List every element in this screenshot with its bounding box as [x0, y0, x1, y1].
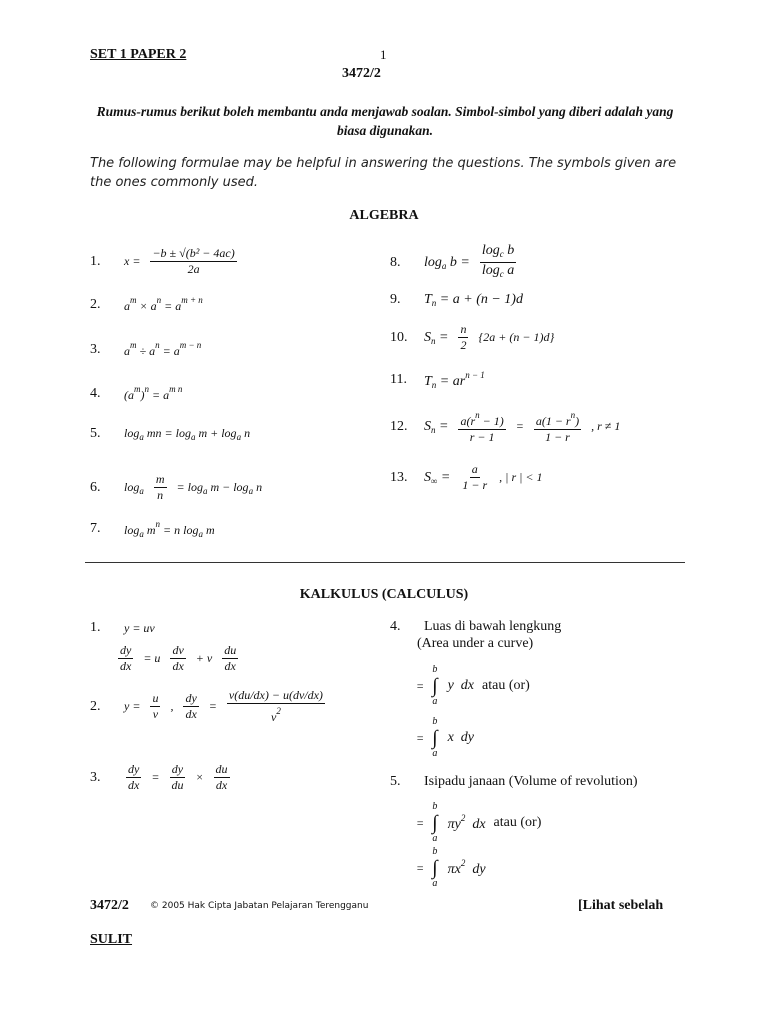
paper-code: 3472/2 [342, 66, 381, 81]
calculus-title: KALKULUS (CALCULUS) [299, 587, 469, 602]
algebra-formula-3: 3. $a^m \div a^n = a^{m - n}$ [90, 340, 202, 358]
calculus-formula-2: 2. y = $\frac{u}{v}$ , $\frac{dy}{dx}$ = $\frac{v(du/dx) - u(dv/dx)}{v^2}$ [90, 688, 323, 724]
calculus-formula-4 [390, 619, 561, 635]
formula-number: 7. [90, 521, 101, 536]
volume-label: Isipadu janaan (Volume of revolution) [424, 774, 638, 789]
formula-number: 10. [390, 329, 408, 345]
formula-number: 12. [390, 418, 408, 434]
calculus-formula-5 [390, 774, 638, 790]
algebra-formula-11: 11. $T_n = ar^{n - 1}$ [390, 370, 485, 390]
area-label-malay: Luas di bawah lengkung [424, 619, 562, 634]
area-integral-dy: = b ∫ a x dy [416, 716, 475, 759]
footer-copyright: © 2005 Hak Cipta Jabatan Pelajaran Terengganu [150, 901, 369, 911]
algebra-formula-7: 7. $\log_a m^n = n$ $\log_a m$ [90, 519, 215, 539]
formula-number: 4. [390, 619, 401, 634]
formula-number: 8. [390, 254, 401, 270]
or-text: atau (or) [482, 678, 530, 693]
footer-paper-code: 3472/2 [90, 898, 129, 913]
formula-number: 9. [390, 292, 401, 307]
footer-next-page: [Lihat sebelah [578, 898, 664, 913]
calculus-formula-3: 3. $\frac{dy}{dx}$ = $\frac{dy}{du}$ × $\frac{du}{dx}$ [90, 762, 228, 792]
formula-number: 6. [90, 479, 101, 495]
algebra-formula-10: 10. $S_n$ = $\frac{n}{2}$ {2a + (n − 1)d} [390, 322, 555, 352]
algebra-formula-13: 13. $S_\infty$ = $\frac{a}{1 - r}$ , | r | < 1 [390, 462, 543, 492]
formula-number: 11. [390, 372, 407, 387]
page-number: 1 [380, 47, 387, 62]
volume-integral-dy: = b ∫ a $\pi x^2$ dy [416, 846, 486, 889]
formula-number: 13. [390, 469, 408, 485]
algebra-formula-9: 9. $T_n = a + (n - 1)d$ [390, 292, 523, 308]
formula-number: 2. [90, 296, 101, 312]
volume-integral-dx: = b ∫ a $\pi y^2$ dx atau (or) [416, 801, 542, 844]
calculus-formula-1-derivative: $\frac{dy}{dx}$ = u $\frac{dv}{dx}$ + v $\frac{du}{dx}$ [120, 643, 237, 673]
calculus-formula-1: 1. y = uv [90, 620, 155, 635]
algebra-formula-6: 6. $\log_a$ $\frac{m}{n}$ = $\log_a m - \log_a n$ [90, 472, 263, 502]
area-label-english: (Area under a curve) [417, 636, 534, 651]
formula-number: 3. [90, 769, 101, 785]
algebra-formula-8: 8. $\log_a b$ = $\frac{\log_c b}{\log_c a}$ [390, 243, 515, 279]
formula-number: 5. [90, 426, 101, 441]
algebra-formula-1: 1. x = $\frac{\text{−b ± √(b² − 4ac)}}{2a}$ [90, 246, 235, 276]
formula-number: 1. [90, 253, 101, 269]
formula-number: 5. [390, 774, 401, 789]
formula-number: 4. [90, 385, 101, 401]
algebra-formula-4: 4. $(a^m)^n = a^{m n}$ [90, 384, 183, 402]
or-text: atau (or) [493, 815, 542, 830]
algebra-formula-12: 12. $S_n$ = $\frac{a(r^n - 1)}{r - 1}$ = $\frac{a(1 - r^n)}{1 - r}$ , r ≠ 1 [390, 410, 621, 444]
section-divider [85, 562, 685, 563]
area-integral-dx: = b ∫ a y dx atau (or) [416, 664, 530, 707]
intro-malay: Rumus-rumus berikut boleh membantu anda menjawab soalan. Simbol-simbol yang diberi adalah yang biasa digunakan. [96, 104, 674, 138]
algebra-formula-2: 2. $a^m \times a^n = a^{m + n}$ [90, 295, 203, 313]
formula-number: 2. [90, 698, 101, 714]
formula-number: 1. [90, 620, 101, 635]
algebra-title: ALGEBRA [349, 208, 419, 223]
formula-number: 3. [90, 341, 101, 357]
intro-english: The following formulae may be helpful in answering the questions. The symbols given are the ones commonly used. [90, 156, 677, 190]
set-paper-label: SET 1 PAPER 2 [90, 47, 187, 62]
algebra-formula-5: 5. $\log_a$ mn = $\log_a m + \log_a n$ [90, 426, 251, 442]
footer-sulit: SULIT [90, 932, 133, 947]
